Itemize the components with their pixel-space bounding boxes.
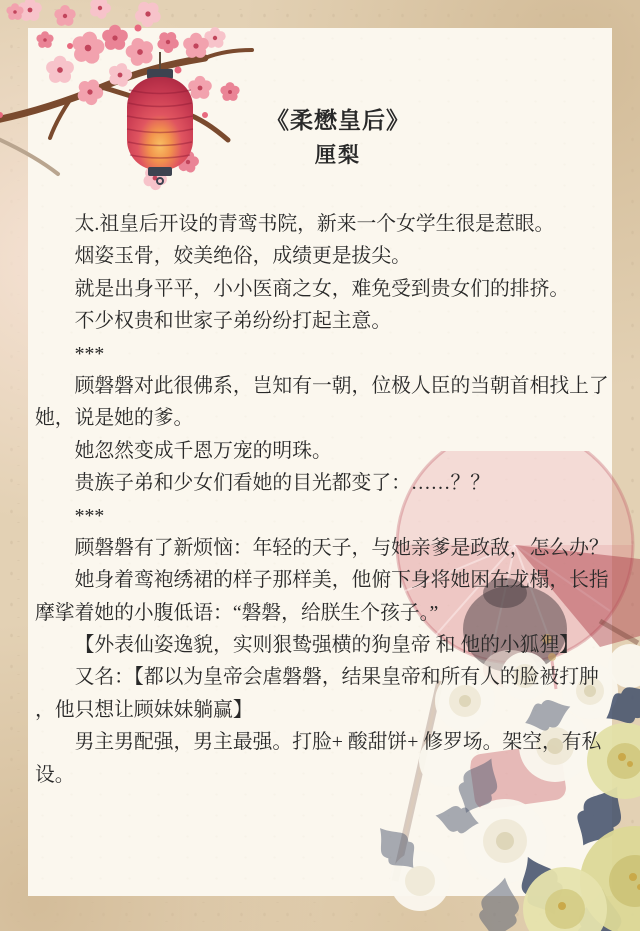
- text-line: 她，说是她的爹。: [35, 407, 194, 430]
- text-line: 贵族子弟和少女们看她的目光都变了：……？？: [74, 472, 491, 495]
- text-line: 就是出身平平，小小医商之女，难免受到贵女们的排挤。: [74, 277, 570, 300]
- synopsis-text: [28, 208, 612, 791]
- text-line: 顾磐磐对此很佛系，岂知有一朝，位极人臣的当朝首相找上了: [74, 374, 609, 397]
- title-block: [46, 104, 630, 172]
- text-line: 太.祖皇后开设的青鸾书院，新来一个女学生很是惹眼。: [74, 213, 555, 235]
- text-line: 她身着鸾袍绣裙的样子那样美，他俯下身将她困在龙榻，长指: [74, 569, 609, 592]
- text-line: 设。: [35, 763, 75, 786]
- book-author: 厘梨: [315, 143, 361, 167]
- content-area: [28, 28, 612, 896]
- text-line: 顾磐磐有了新烦恼：年轻的天子，与她亲爹是政敌，怎么办？: [74, 536, 609, 559]
- text-line: 摩挲着她的小腹低语：“磐磐，给朕生个孩子。”: [35, 601, 439, 624]
- text-line: ***: [74, 342, 105, 365]
- text-line: ，他只想让顾妹妹躺赢】: [35, 698, 253, 721]
- text-line: ***: [74, 504, 105, 527]
- text-line: 男主男配强，男主最强。打脸+ 酸甜饼+ 修罗场。架空，有私: [74, 731, 602, 754]
- text-line: 不少权贵和世家子弟纷纷打起主意。: [74, 310, 392, 333]
- text-line: 又名：【都以为皇帝会虐磐磐，结果皇帝和所有人的脸被打肿: [74, 666, 599, 689]
- text-line: 烟姿玉骨，姣美绝俗，成绩更是拔尖。: [74, 245, 411, 268]
- book-title: 《柔懋皇后》: [266, 108, 410, 133]
- text-line: 【外表仙姿逸貌，实则狠鸷强横的狗皇帝 和 他的小狐狸】: [74, 634, 580, 657]
- text-line: 她忽然变成千恩万宠的明珠。: [74, 439, 332, 462]
